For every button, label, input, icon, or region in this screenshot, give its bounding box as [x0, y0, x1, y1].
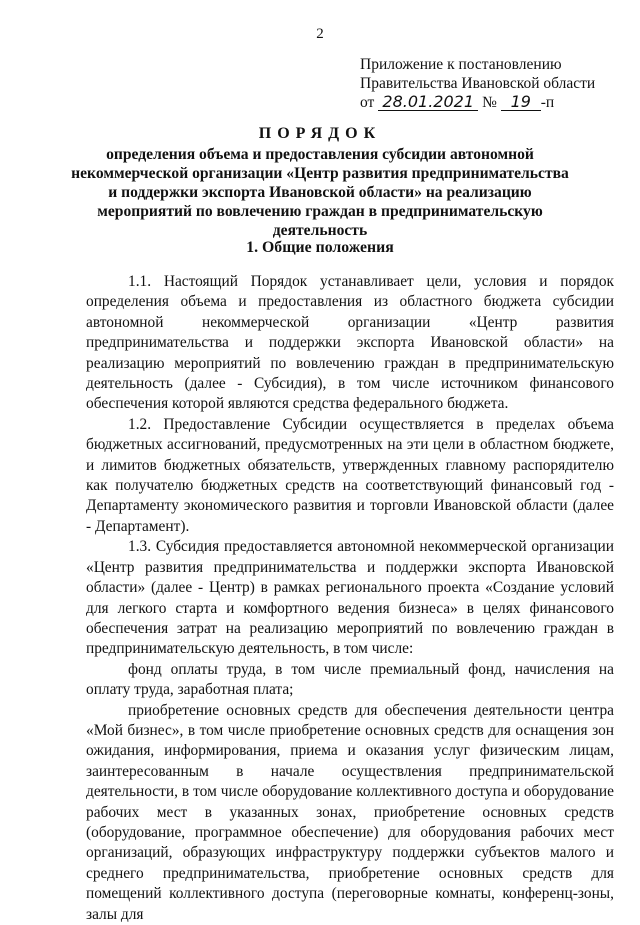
paragraph-payroll: фонд оплаты труда, в том числе премиальный фонд, начисления на оплату труда, заработная плата;: [86, 660, 614, 699]
paragraph-fixed-assets: приобретение основных средств для обеспечения деятельности центра «Мой бизнес», в том числе приобретение основных средств для оснащения зон ожидания, информирования, приема и оказания услуг физическим лицам, заинтересованным в начале осуществления предпринимательской деятельности, в том числе оборудование коллективного доступа и оборудование рабочих мест в указанных зонах, приобретение основных средств (оборудование, программное обеспечение) для оборудования рабочих мест организаций, образующих инфраструктуру поддержки субъектов малого и среднего предпринимательства, приобретение основных средств для помещений коллективного доступа (переговорные комнаты, конференц-зоны, залы для: [86, 701, 614, 923]
paragraph-1-2: 1.2. Предоставление Субсидии осуществляется в пределах объема бюджетных ассигнований, предусмотренных на эти цели в областном бюджете, и лимитов бюджетных обязательств, утвержденных главному распорядителю как получателю бюджетных средств на соответствующий финансовый год - Департаменту экономического развития и торговли Ивановской области (далее - Департамент).: [86, 415, 614, 535]
title-line-4: мероприятий по вовлечению граждан в предпринимательскую: [97, 203, 543, 220]
handwritten-number: 19: [501, 94, 541, 111]
body-text: [86, 272, 614, 925]
title-line-3: и поддержки экспорта Ивановской области» на реализацию: [108, 184, 532, 201]
title-line-1: определения объема и предоставления субсидии автономной: [106, 146, 534, 163]
appendix-date-line: [360, 93, 595, 112]
number-sign: №: [482, 94, 497, 111]
appendix-block: [360, 55, 595, 112]
handwritten-date: 28.01.2021: [378, 94, 478, 111]
title-heading: ПОРЯДОК: [258, 125, 382, 142]
appendix-line-1: Приложение к постановлению: [360, 56, 562, 73]
number-suffix: -п: [540, 94, 555, 111]
page-number: 2: [316, 26, 324, 42]
appendix-line-2: Правительства Ивановской области: [360, 75, 596, 92]
title-line-2: некоммерческой организации «Центр развития предпринимательства: [71, 165, 569, 182]
title-line-5: деятельность: [272, 222, 368, 239]
document-title: [0, 124, 640, 240]
section-title: 1. Общие положения: [246, 239, 394, 256]
appendix-prefix: от: [360, 94, 375, 111]
paragraph-1-3: 1.3. Субсидия предоставляется автономной некоммерческой организации «Центр развития предпринимательства и поддержки экспорта Ивановской области» (далее - Центр) в рамках регионального проекта «Создание условий для легкого старта и комфортного ведения бизнеса» в целях финансового обеспечения затрат на реализацию мероприятий по вовлечению граждан в предпринимательскую деятельность, в том числе:: [86, 538, 614, 658]
paragraph-1-1: 1.1. Настоящий Порядок устанавливает цели, условия и порядок определения объема и предоставления из областного бюджета субсидии автономной некоммерческой организации «Центр развития предпринимательства и поддержки экспорта Ивановской области» на реализацию мероприятий по вовлечению граждан в предпринимательскую деятельность (далее - Субсидия), в том числе источником финансового обеспечения которой являются средства федерального бюджета.: [86, 273, 614, 413]
